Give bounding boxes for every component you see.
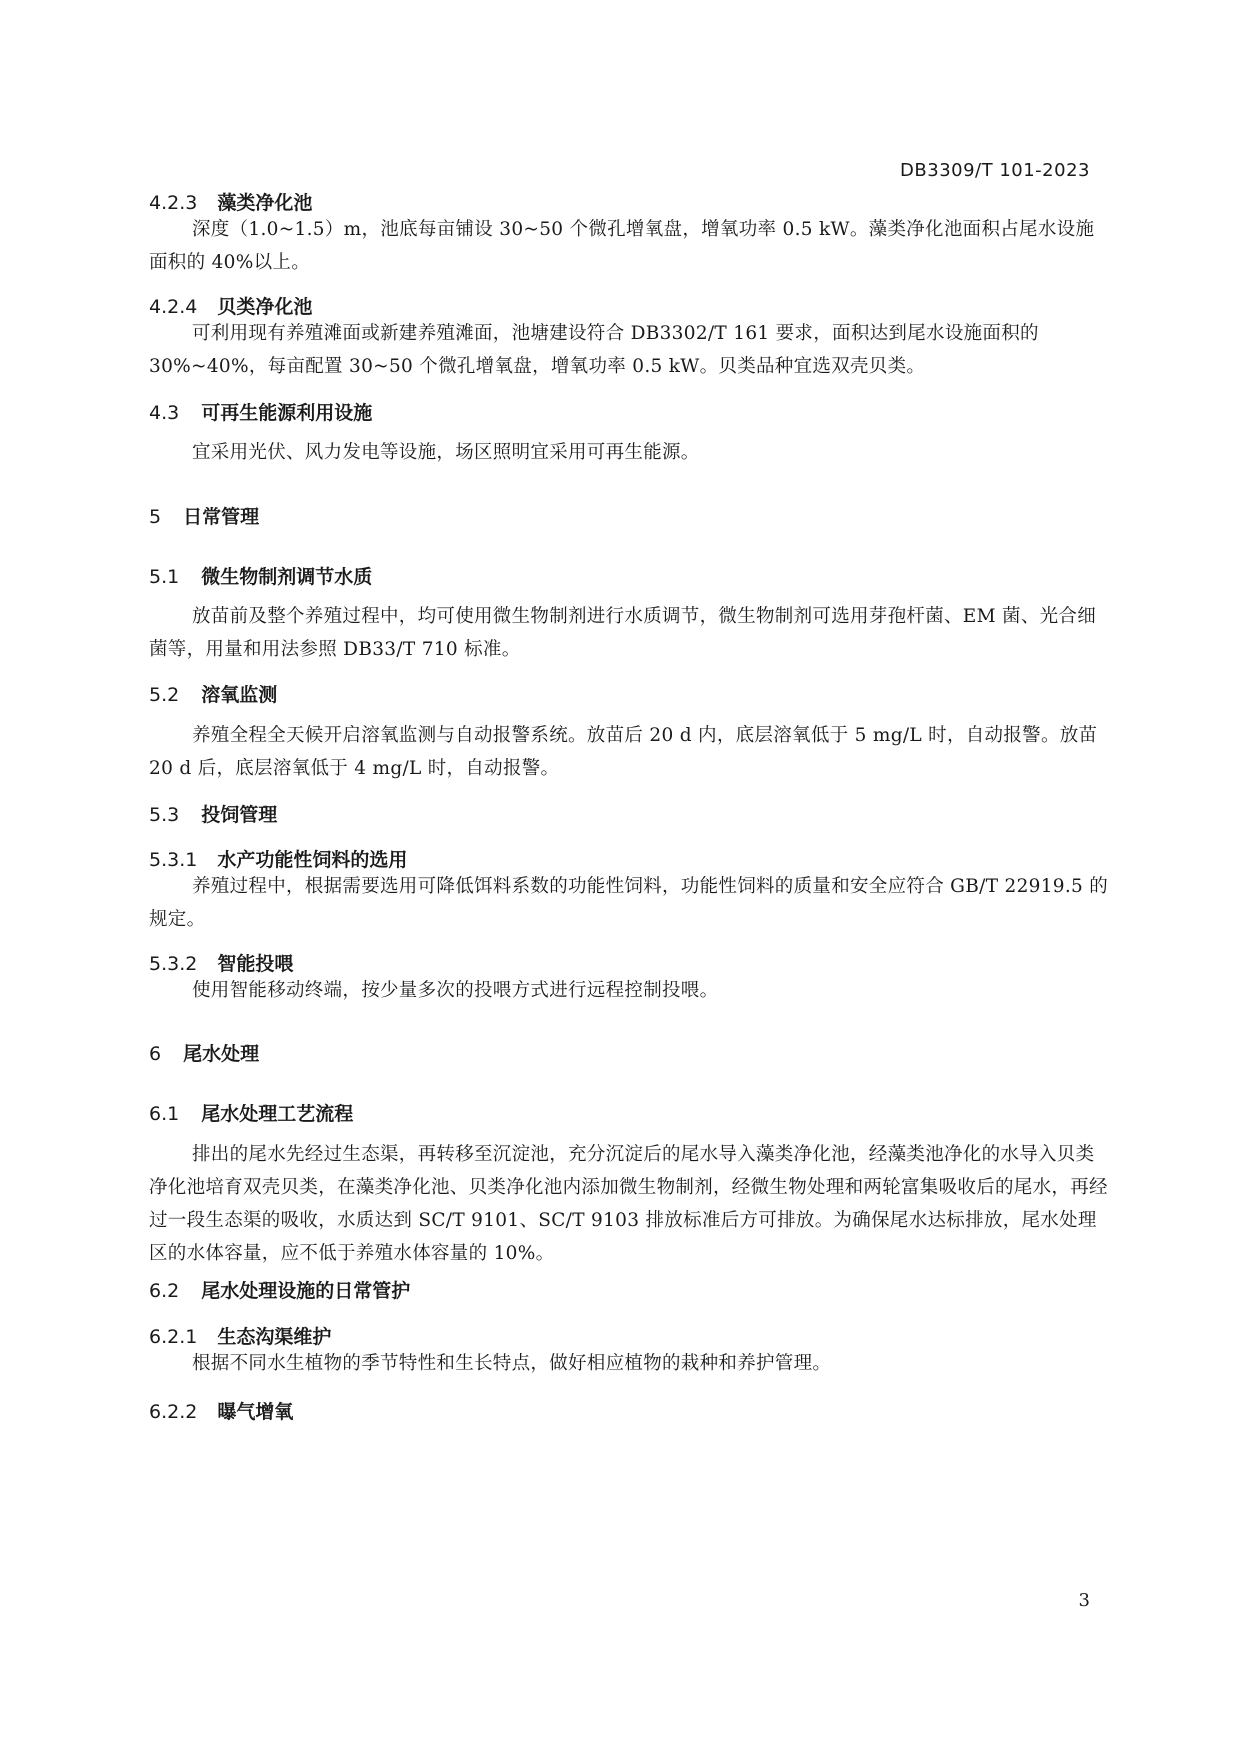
paragraph: 养殖全程全天候开启溶氧监测与自动报警系统。放苗后 20 d 内，底层溶氧低于 5 mg/L 时，自动报警。放苗 20 d 后，底层溶氧低于 4 mg/L 时，自动报警。 <box>149 725 1098 779</box>
page-number: 3 <box>1078 1590 1090 1611</box>
section-heading-4-2-3 <box>149 188 312 215</box>
section-number: 6.2 <box>149 1280 180 1302</box>
section-heading-5-3 <box>149 800 277 827</box>
paragraph: 根据不同水生植物的季节特性和生长特点，做好相应植物的栽种和养护管理。 <box>192 1353 832 1374</box>
document-code: DB3309/T 101-2023 <box>900 160 1090 181</box>
section-number: 6.2.2 <box>149 1401 198 1423</box>
paragraph: 深度（1.0~1.5）m，池底每亩铺设 30~50 个微孔增氧盘，增氧功率 0.5 kW。藻类净化池面积占尾水设施面积的 40%以上。 <box>149 219 1095 273</box>
section-number: 6 <box>149 1043 162 1065</box>
section-heading-5-2 <box>149 680 277 707</box>
section-heading-4-3 <box>149 398 372 425</box>
section-title: 贝类净化池 <box>217 296 313 318</box>
section-number: 5.2 <box>149 684 180 706</box>
paragraph: 宜采用光伏、风力发电等设施，场区照明宜采用可再生能源。 <box>192 442 700 463</box>
section-title: 微生物制剂调节水质 <box>201 566 373 588</box>
paragraph: 可利用现有养殖滩面或新建养殖滩面，池塘建设符合 DB3302/T 161 要求，面积达到尾水设施面积的 30%~40%，每亩配置 30~50 个微孔增氧盘，增氧功率 0.5 kW。贝类品种宜选双壳贝类。 <box>149 323 1039 377</box>
section-title: 曝气增氧 <box>217 1401 294 1423</box>
chapter-heading-6 <box>149 1039 259 1066</box>
section-number: 6.2.1 <box>149 1326 198 1348</box>
section-title: 投饲管理 <box>201 804 278 826</box>
paragraph: 排出的尾水先经过生态渠，再转移至沉淀池，充分沉淀后的尾水导入藻类净化池，经藻类池净化的水导入贝类净化池培育双壳贝类，在藻类净化池、贝类净化池内添加微生物制剂，经微生物处理和两轮富集吸收后的尾水，再经过一段生态渠的吸收，水质达到 SC/T 9101、SC/T 9103 排放标准后方可排放。为确保尾水达标排放，尾水处理区的水体容量，应不低于养殖水体容量的 10%。 <box>149 1144 1108 1264</box>
section-heading-5-1 <box>149 562 372 589</box>
paragraph: 使用智能移动终端，按少量多次的投喂方式进行远程控制投喂。 <box>192 980 719 1001</box>
section-heading-6-2-2 <box>149 1397 293 1424</box>
section-number: 5.3.1 <box>149 849 198 871</box>
section-heading-6-2-1 <box>149 1322 331 1349</box>
section-title: 尾水处理 <box>183 1043 260 1065</box>
section-title: 尾水处理设施的日常管护 <box>201 1280 411 1302</box>
section-heading-5-3-1 <box>149 845 407 872</box>
section-heading-6-2 <box>149 1276 410 1303</box>
section-heading-6-1 <box>149 1099 353 1126</box>
section-title: 尾水处理工艺流程 <box>201 1103 354 1125</box>
section-title: 可再生能源利用设施 <box>201 402 373 424</box>
section-number: 5 <box>149 506 162 528</box>
section-title: 水产功能性饲料的选用 <box>217 849 408 871</box>
section-title: 日常管理 <box>183 506 260 528</box>
section-number: 5.3.2 <box>149 953 198 975</box>
section-number: 5.3 <box>149 804 180 826</box>
section-heading-5-3-2 <box>149 949 293 976</box>
section-number: 4.3 <box>149 402 180 424</box>
section-title: 藻类净化池 <box>217 192 313 214</box>
section-heading-4-2-4 <box>149 292 312 319</box>
paragraph: 养殖过程中，根据需要选用可降低饵料系数的功能性饲料，功能性饲料的质量和安全应符合 GB/T 22919.5 的规定。 <box>149 876 1109 930</box>
section-number: 4.2.4 <box>149 296 198 318</box>
section-number: 4.2.3 <box>149 192 198 214</box>
section-number: 5.1 <box>149 566 180 588</box>
section-title: 智能投喂 <box>217 953 294 975</box>
section-title: 溶氧监测 <box>201 684 278 706</box>
section-number: 6.1 <box>149 1103 180 1125</box>
chapter-heading-5 <box>149 502 259 529</box>
paragraph: 放苗前及整个养殖过程中，均可使用微生物制剂进行水质调节，微生物制剂可选用芽孢杆菌、EM 菌、光合细菌等，用量和用法参照 DB33/T 710 标准。 <box>149 606 1097 660</box>
section-title: 生态沟渠维护 <box>217 1326 332 1348</box>
